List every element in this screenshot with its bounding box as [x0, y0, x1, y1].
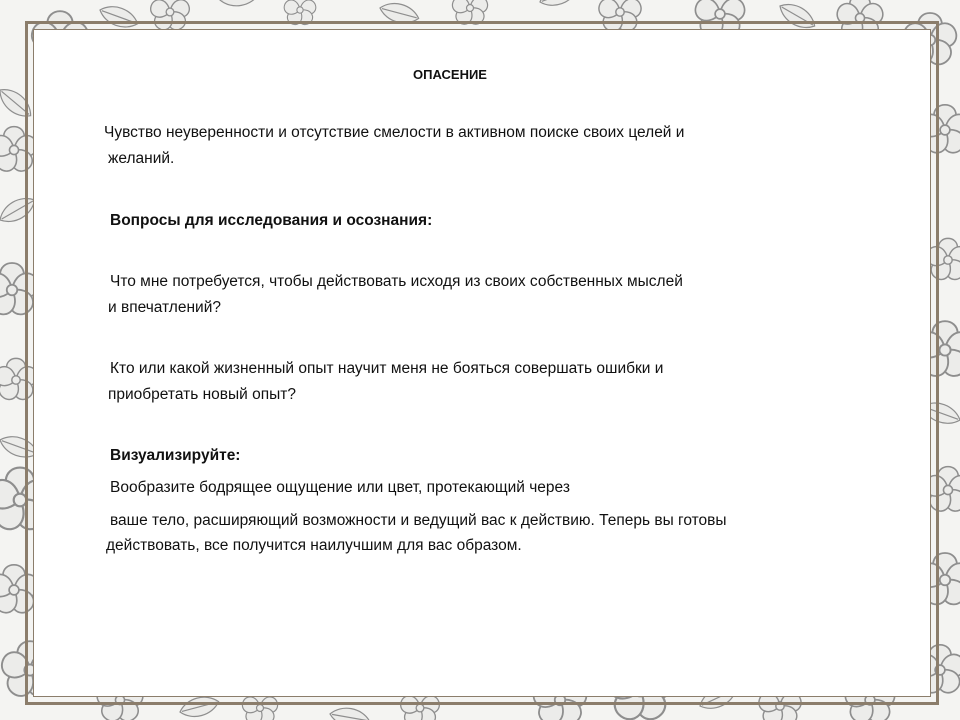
intro-text-line-1: Чувство неуверенности и отсутствие смелости в активном поиске своих целей и	[104, 124, 685, 141]
slide-title: ОПАСЕНИЕ	[413, 67, 487, 82]
question-2-line-2: приобретать новый опыт?	[108, 386, 296, 403]
visualize-line-1: Вообразите бодрящее ощущение или цвет, протекающий через	[110, 479, 570, 496]
visualize-heading: Визуализируйте:	[110, 447, 241, 464]
intro-text-line-2: желаний.	[108, 150, 175, 167]
visualize-line-2: ваше тело, расширяющий возможности и ведущий вас к действию. Теперь вы готовы	[110, 512, 727, 529]
question-1-line-1: Что мне потребуется, чтобы действовать исходя из своих собственных мыслей	[110, 273, 683, 290]
question-1-line-2: и впечатлений?	[108, 299, 221, 316]
visualize-line-3: действовать, все получится наилучшим для вас образом.	[106, 537, 522, 554]
questions-heading: Вопросы для исследования и осознания:	[110, 212, 433, 229]
question-2-line-1: Кто или какой жизненный опыт научит меня не бояться совершать ошибки и	[110, 360, 664, 377]
